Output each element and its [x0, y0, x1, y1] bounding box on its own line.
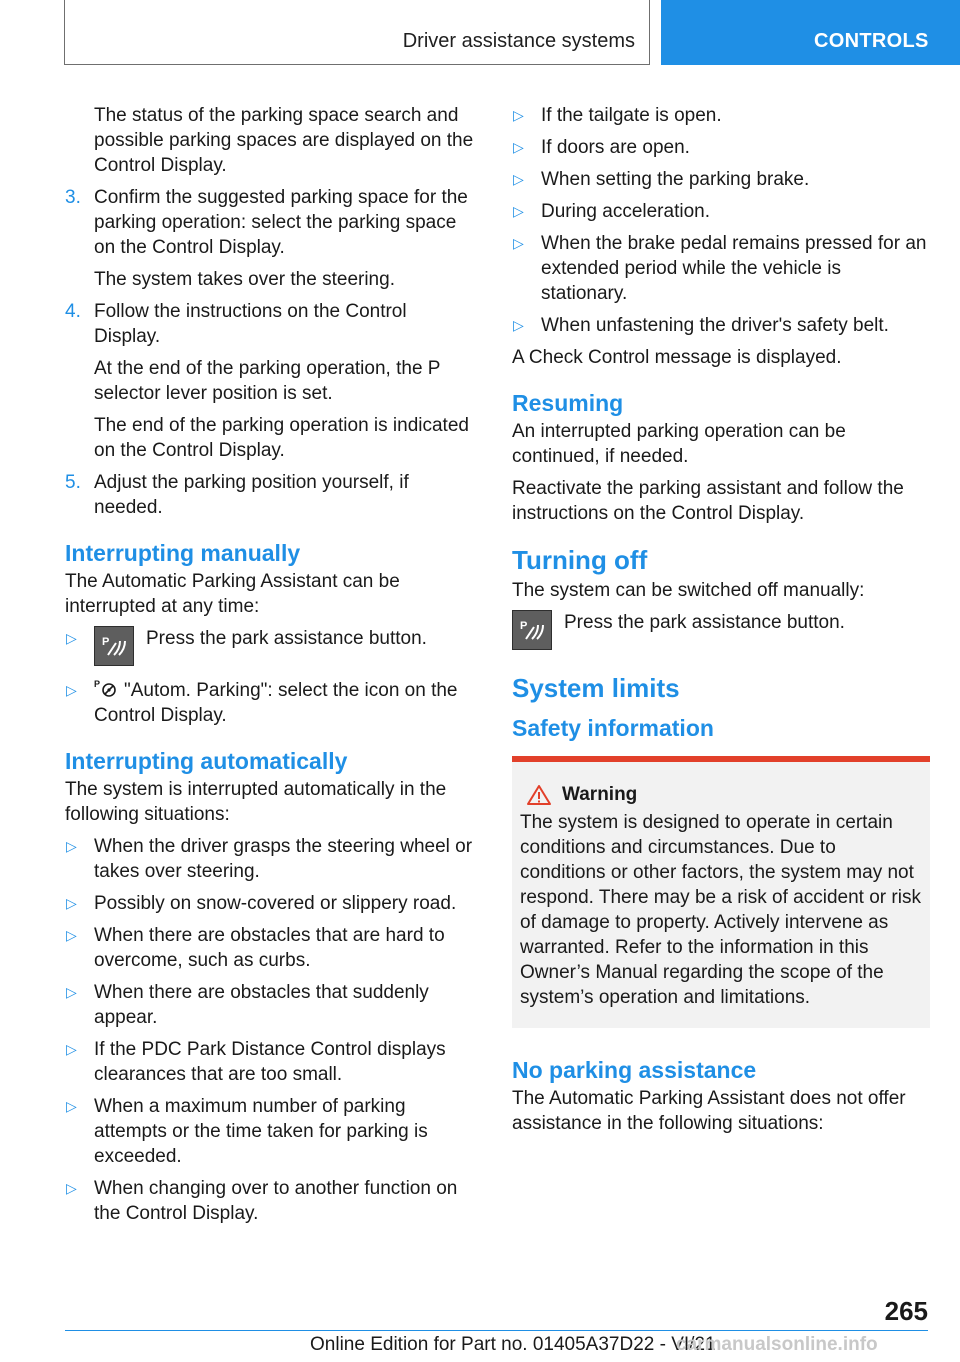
step-4-sub-1: At the end of the parking operation, the P selector lever position is set. [94, 358, 441, 404]
list-item-text: Press the park assistance button. [146, 628, 427, 649]
edition-info: Online Edition for Part no. 01405A37D22 - VI/21 [310, 1334, 716, 1355]
step-text: Adjust the parking position yourself, if needed. [94, 472, 409, 518]
step-text: Follow the instructions on the Control Display. [94, 301, 407, 347]
triangle-bullet-icon: ▷ [66, 1180, 77, 1196]
warning-header [526, 784, 922, 806]
heading-system-limits: System limits [512, 673, 680, 703]
header-section-box [64, 0, 650, 65]
footer-divider-right [862, 1330, 928, 1331]
list-item [65, 1176, 477, 1226]
intro-paragraph: The status of the parking space search and possible parking spaces are displayed on the Control Display. [94, 105, 474, 176]
turn-off-button-row [512, 610, 930, 650]
warning-title: Warning [562, 784, 638, 805]
svg-text:P: P [94, 679, 101, 689]
list-item [65, 1037, 477, 1087]
auto-intro: The system is interrupted automatically in the following situations: [65, 779, 447, 825]
triangle-bullet-icon: ▷ [513, 235, 524, 251]
list-item-text: When unfastening the driver's safety belt. [541, 315, 889, 336]
list-item-text: When the driver grasps the steering wheel or takes over steering. [94, 836, 473, 882]
list-item [65, 923, 477, 973]
list-item-text: If the PDC Park Distance Control displays clearances that are too small. [94, 1039, 446, 1085]
triangle-bullet-icon: ▷ [66, 682, 77, 698]
step-5 [65, 470, 477, 520]
triangle-bullet-icon: ▷ [66, 838, 77, 854]
list-item [512, 167, 930, 192]
heading-interrupting-manually: Interrupting manually [65, 540, 301, 566]
step-3 [65, 185, 477, 260]
heading-interrupting-automatically: Interrupting automatically [65, 748, 348, 774]
list-item-text: When there are obstacles that are hard to overcome, such as curbs. [94, 925, 445, 971]
step-text: Confirm the suggested parking space for the parking operation: select the parking space on the Control Display. [94, 187, 468, 258]
warning-triangle-icon [526, 784, 552, 806]
header-chapter-label: CONTROLS [814, 30, 929, 52]
turning-off-intro: The system can be switched off manually: [512, 580, 865, 601]
list-item-text: When there are obstacles that suddenly appear. [94, 982, 429, 1028]
autom-parking-icon [94, 678, 118, 698]
triangle-bullet-icon: ▷ [513, 171, 524, 187]
right-column [512, 103, 930, 1143]
park-assist-button-icon [512, 610, 552, 650]
triangle-bullet-icon: ▷ [66, 927, 77, 943]
step-4-sub-2: The end of the parking operation is indicated on the Control Display. [94, 415, 469, 461]
list-item [512, 231, 930, 306]
step-number: 4. [65, 301, 81, 322]
list-item-text: During acceleration. [541, 201, 710, 222]
triangle-bullet-icon: ▷ [66, 895, 77, 911]
left-column [65, 103, 477, 1233]
list-item-text: "Autom. Parking": select the icon on the Control Display. [94, 680, 458, 726]
park-assist-button-icon [94, 626, 134, 666]
manual-intro: The Automatic Parking Assistant can be interrupted at any time: [65, 571, 400, 617]
step-4 [65, 299, 477, 349]
list-item [512, 103, 930, 128]
heading-no-parking-assistance: No parking assistance [512, 1057, 757, 1083]
step-number: 5. [65, 472, 81, 493]
triangle-bullet-icon: ▷ [66, 1041, 77, 1057]
heading-resuming: Resuming [512, 390, 624, 416]
list-item [65, 678, 477, 728]
list-item [512, 313, 930, 338]
list-item-text: When setting the parking brake. [541, 169, 810, 190]
list-item [65, 891, 477, 916]
list-item-text: Possibly on snow-covered or slippery road. [94, 893, 457, 914]
heading-turning-off: Turning off [512, 545, 648, 575]
page-number: 265 [884, 1296, 928, 1326]
list-item [65, 626, 477, 666]
check-control-message: A Check Control message is displayed. [512, 347, 842, 368]
triangle-bullet-icon: ▷ [513, 317, 524, 333]
header-chapter-tab[interactable] [661, 0, 960, 65]
heading-safety-information: Safety information [512, 715, 714, 741]
triangle-bullet-icon: ▷ [66, 984, 77, 1000]
list-item [65, 834, 477, 884]
triangle-bullet-icon: ▷ [513, 107, 524, 123]
triangle-bullet-icon: ▷ [66, 630, 77, 646]
list-item-text: If doors are open. [541, 137, 690, 158]
warning-text: The system is designed to operate in certain conditions and circumstances. Due to conditions or other factors, the system may not respond. There may be a risk of accident or risk of damage to property. Actively intervene as warranted. Refer to the information in this Owner’s Manual regarding the scope of the system’s operation and limitations. [520, 812, 921, 1008]
header-section-title: Driver assistance systems [402, 30, 635, 52]
triangle-bullet-icon: ▷ [66, 1098, 77, 1114]
list-item-text: If the tailgate is open. [541, 105, 722, 126]
resume-paragraph-2: Reactivate the parking assistant and follow the instructions on the Control Display. [512, 478, 904, 524]
no-parking-paragraph: The Automatic Parking Assistant does not offer assistance in the following situations: [512, 1088, 906, 1134]
watermark: carmanualsonline.info [676, 1334, 878, 1355]
footer-divider [65, 1330, 862, 1331]
svg-text:P: P [102, 636, 110, 648]
triangle-bullet-icon: ▷ [513, 203, 524, 219]
step-number: 3. [65, 187, 81, 208]
list-item-text: When a maximum number of parking attempts or the time taken for parking is exceeded. [94, 1096, 428, 1167]
list-item-text: When the brake pedal remains pressed for an extended period while the vehicle is stationary. [541, 233, 927, 304]
list-item-text: When changing over to another function on the Control Display. [94, 1178, 458, 1224]
triangle-bullet-icon: ▷ [513, 139, 524, 155]
list-item [65, 1094, 477, 1169]
warning-box [512, 756, 930, 1028]
list-item [512, 199, 930, 224]
svg-text:P: P [520, 620, 528, 632]
list-item [512, 135, 930, 160]
turn-off-button-text: Press the park assistance button. [564, 612, 845, 633]
list-item [65, 980, 477, 1030]
resume-paragraph-1: An interrupted parking operation can be continued, if needed. [512, 421, 846, 467]
step-3-sub: The system takes over the steering. [94, 269, 395, 290]
